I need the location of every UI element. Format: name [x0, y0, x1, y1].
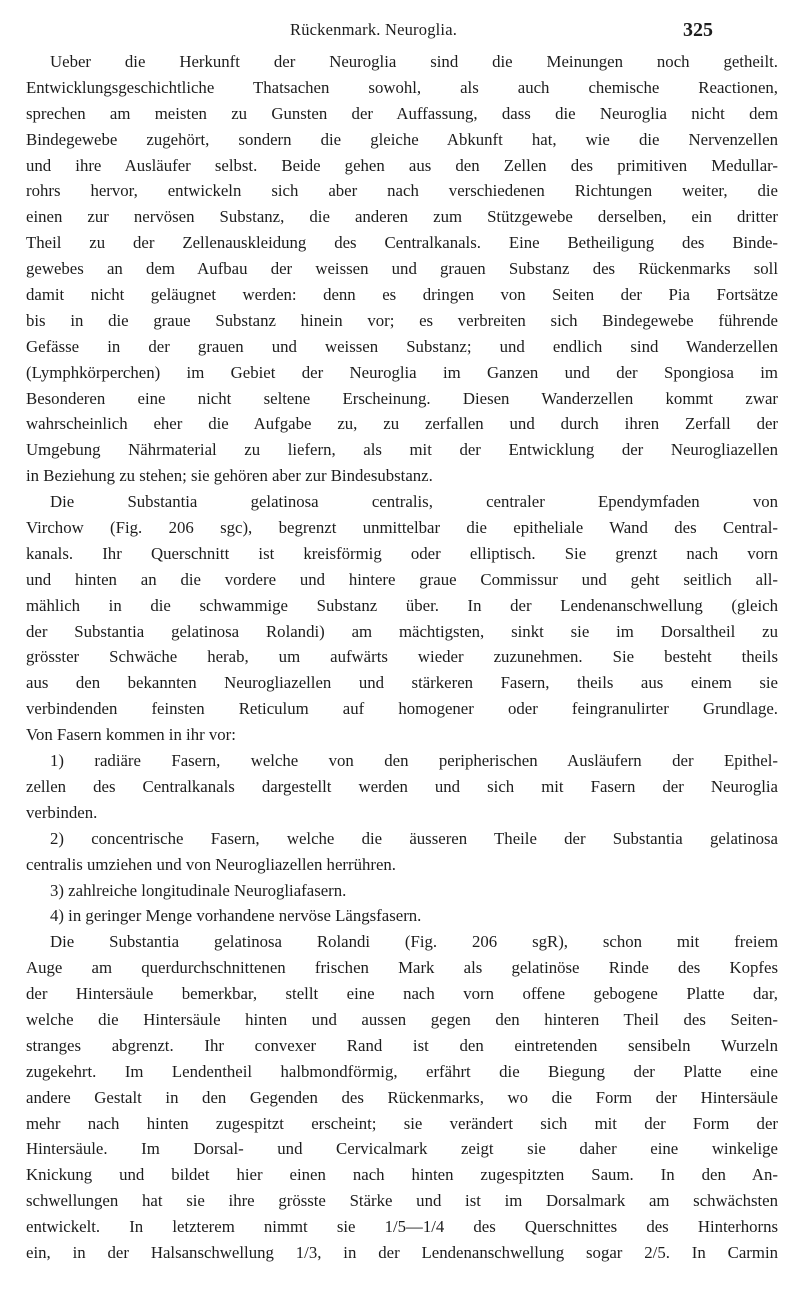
text-line: gewebes an dem Aufbau der weissen und grauen Substanz des Rückenmarks soll	[26, 259, 778, 279]
text-line: welche die Hintersäule hinten und aussen gegen den hinteren Theil des Seiten-	[26, 1009, 778, 1029]
text-line: grösster Schwäche herab, um aufwärts wieder zuzunehmen. Sie besteht theils	[26, 647, 778, 667]
text-line: der Hintersäule bemerkbar, stellt eine nach vorn offene gebogene Platte dar,	[26, 984, 778, 1004]
text-line: Besonderen eine nicht seltene Erscheinung. Diesen Wanderzellen kommt zwar	[26, 388, 778, 408]
text-line: ein, in der Halsanschwellung 1/3, in der Lendenanschwellung sogar 2/5. In Carmin	[26, 1242, 778, 1262]
text-line: verbinden.	[26, 802, 98, 822]
text-line: bis in die graue Substanz hinein vor; es verbreiten sich Bindegewebe führende	[26, 310, 778, 330]
text-line: Die Substantia gelatinosa centralis, centraler Ependymfaden von	[50, 492, 778, 512]
text-line: Umgebung Nährmaterial zu liefern, als mit der Entwicklung der Neurogliazellen	[26, 440, 778, 460]
page-header	[0, 20, 801, 44]
text-line: zugekehrt. Im Lendentheil halbmondförmig, erfährt die Biegung der Platte eine	[26, 1061, 778, 1081]
text-line: 3) zahlreiche longitudinale Neurogliafasern.	[50, 880, 347, 900]
page-number: 325	[683, 19, 713, 41]
text-line: Virchow (Fig. 206 sgc), begrenzt unmittelbar die epitheliale Wand des Central-	[26, 518, 778, 538]
text-line: Die Substantia gelatinosa Rolandi (Fig. 206 sgR), schon mit freiem	[50, 932, 778, 952]
text-line: aus den bekannten Neurogliazellen und stärkeren Fasern, theils aus einem sie	[26, 673, 778, 693]
text-line: wahrscheinlich eher die Aufgabe zu, zu zerfallen und durch ihren Zerfall der	[26, 414, 778, 434]
text-line: centralis umziehen und von Neurogliazellen herrühren.	[26, 854, 396, 874]
text-line: mehr nach hinten zugespitzt erscheint; sie verändert sich mit der Form der	[26, 1113, 778, 1133]
text-line: Entwicklungsgeschichtliche Thatsachen sowohl, als auch chemische Reactionen,	[26, 77, 778, 97]
text-line: Theil zu der Zellenauskleidung des Centralkanals. Eine Betheiligung des Binde-	[26, 233, 778, 253]
text-line: und ihre Ausläufer selbst. Beide gehen aus den Zellen des primitiven Medullar-	[26, 155, 778, 175]
text-line: 1) radiäre Fasern, welche von den peripherischen Ausläufern der Epithel-	[50, 751, 778, 771]
text-line: Hintersäule. Im Dorsal- und Cervicalmark zeigt sie daher eine winkelige	[26, 1139, 778, 1159]
text-line: einen zur nervösen Substanz, die anderen zum Stützgewebe derselben, ein dritter	[26, 207, 778, 227]
text-line: Bindegewebe zugehört, sondern die gleiche Abkunft hat, wie die Nervenzellen	[26, 129, 778, 149]
text-line: Ueber die Herkunft der Neuroglia sind die Meinungen noch getheilt.	[50, 52, 778, 71]
text-line: stranges abgrenzt. Ihr convexer Rand ist den eintretenden sensibeln Wurzeln	[26, 1035, 778, 1055]
text-line: 4) in geringer Menge vorhandene nervöse Längsfasern.	[50, 906, 422, 926]
text-line: Auge am querdurchschnittenen frischen Mark als gelatinöse Rinde des Kopfes	[26, 958, 778, 978]
text-line: Von Fasern kommen in ihr vor:	[26, 725, 236, 745]
text-line: mählich in die schwammige Substanz über. In der Lendenanschwellung (gleich	[26, 595, 778, 615]
text-line: schwellungen hat sie ihre grösste Stärke und ist im Dorsalmark am schwächsten	[26, 1191, 778, 1211]
text-line: kanals. Ihr Querschnitt ist kreisförmig oder elliptisch. Sie grenzt nach vorn	[26, 543, 778, 563]
text-line: sprechen am meisten zu Gunsten der Auffassung, dass die Neuroglia nicht dem	[26, 103, 778, 123]
text-line: damit nicht geläugnet werden: denn es dringen von Seiten der Pia Fortsätze	[26, 285, 778, 305]
running-head: Rückenmark. Neuroglia.	[290, 20, 458, 39]
text-line: Gefässe in der grauen und weissen Substanz; und endlich sind Wanderzellen	[26, 336, 778, 356]
text-line: Knickung und bildet hier einen nach hinten zugespitzten Saum. In den An-	[26, 1165, 778, 1185]
text-line: zellen des Centralkanals dargestellt werden und sich mit Fasern der Neuroglia	[26, 776, 778, 796]
text-line: der Substantia gelatinosa Rolandi) am mächtigsten, sinkt sie im Dorsaltheil zu	[26, 621, 778, 641]
text-line: (Lymphkörperchen) im Gebiet der Neuroglia im Ganzen und der Spongiosa im	[26, 362, 778, 382]
text-line: in Beziehung zu stehen; sie gehören aber zur Bindesubstanz.	[26, 466, 433, 486]
text-line: und hinten an die vordere und hintere graue Commissur und geht seitlich all-	[26, 569, 778, 589]
text-line: verbindenden feinsten Reticulum auf homogener oder feingranulirter Grundlage.	[26, 699, 778, 719]
text-line: entwickelt. In letzterem nimmt sie 1/5—1/4 des Querschnittes des Hinterhorns	[26, 1217, 778, 1237]
body-text	[26, 49, 778, 1266]
text-line: andere Gestalt in den Gegenden des Rückenmarks, wo die Form der Hintersäule	[26, 1087, 778, 1107]
text-line: 2) concentrische Fasern, welche die äusseren Theile der Substantia gelatinosa	[50, 828, 778, 848]
text-line: rohrs hervor, entwickeln sich aber nach verschiedenen Richtungen weiter, die	[26, 181, 778, 201]
